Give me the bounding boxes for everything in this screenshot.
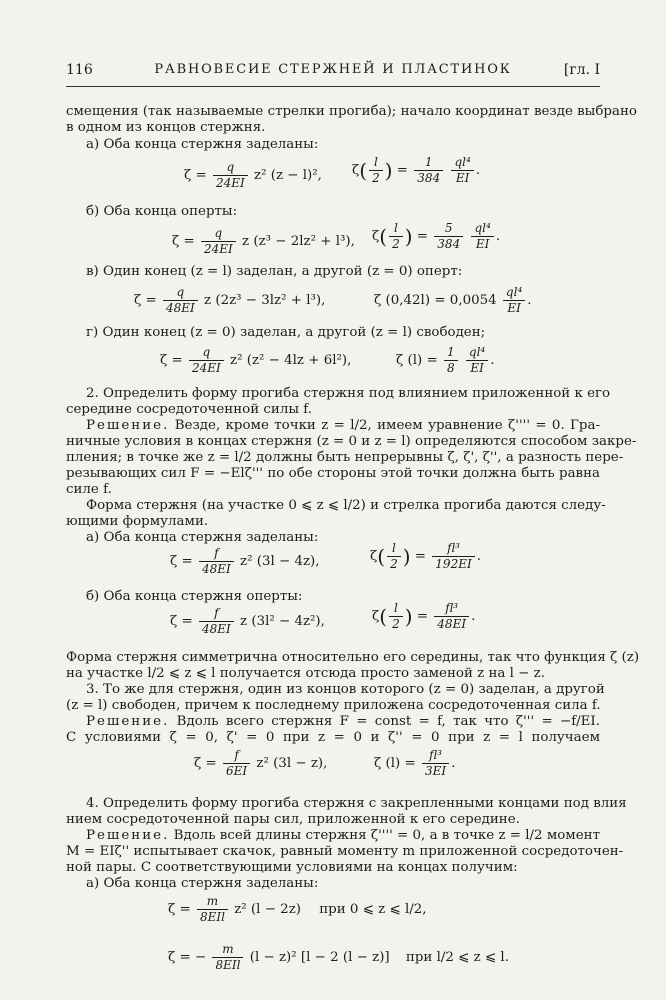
problem-4: 4. Определить форму прогиба стержня с закрепленными концами под влия (86, 796, 627, 811)
case-b-heading: б) Оба конца оперты: (86, 204, 238, 219)
running-title: РАВНОВЕСИЕ СТЕРЖНЕЙ И ПЛАСТИНОК (154, 62, 512, 77)
case-g-heading: г) Один конец (z = 0) заделан, а другой (z = l) свободен; (86, 325, 486, 340)
header-rule (66, 86, 600, 87)
formula: ζ = $\frac{f}{6EI}$ z² (3l − z), (194, 748, 328, 778)
text-line: на участке l/2 ⩽ z ⩽ l получается отсюда просто заменой z на l − z. (66, 666, 545, 681)
text-line: M = EIζ'' испытывает скачок, равный моменту m приложенной сосредоточен- (66, 844, 624, 859)
text-line: Форма стержня (на участке 0 ⩽ z ⩽ l/2) и стрелка прогиба даются следу- (86, 498, 606, 513)
case-a-heading: а) Оба конца стержня заделаны: (86, 876, 319, 891)
case-a-heading: а) Оба конца стержня заделаны: (86, 530, 319, 545)
text-line: (z = l) свободен, причем к последнему приложена сосредоточенная сила f. (66, 698, 601, 713)
formula: ζ( $\frac{l}{2}$ ) = $\frac{\text{fl³}}{48EI}$ . (372, 601, 476, 631)
text-line: Решение. Вдоль всей длины стержня ζ'''' = 0, а в точке z = l/2 момент (86, 828, 600, 843)
case-b-heading: б) Оба конца стержня оперты: (86, 589, 303, 604)
formula: ζ = $\frac{m}{\text{8EIl}}$ z² (l − 2z) при 0 ⩽ z ⩽ l/2, (168, 894, 427, 924)
text-line: нием сосредоточенной пары сил, приложенной к его середине. (66, 812, 520, 827)
case-a-heading: а) Оба конца стержня заделаны: (86, 137, 319, 152)
text-line: Решение. Везде, кроме точки z = l/2, имеем уравнение ζ'''' = 0. Гра- (86, 418, 600, 433)
text-line: середине сосредоточенной силы f. (66, 402, 312, 417)
text-line: смещения (так называемые стрелки прогиба); начало координат везде выбрано (66, 104, 637, 119)
formula: ζ = $\frac{q}{24EI}$ z (z³ − 2lz² + l³), (172, 226, 355, 256)
text-line: Решение. Вдоль всего стержня F = const = f, так что ζ''' = −f/EI. (86, 714, 600, 729)
formula: ζ = $\frac{f}{48EI}$ z (3l² − 4z²), (170, 606, 325, 636)
problem-3: 3. То же для стержня, один из концов которого (z = 0) заделан, а другой (86, 682, 605, 697)
formula: ζ( $\frac{l}{2}$ ) = $\frac{1}{384}$ $\frac{\text{ql⁴}}{EI}$ . (352, 155, 481, 185)
formula: ζ = $\frac{q}{48EI}$ z (2z³ − 3lz² + l³), (134, 285, 326, 315)
formula: ζ = − $\frac{m}{\text{8EIl}}$ (l − z)² [l − 2 (l − z)] при l/2 ⩽ z ⩽ l. (168, 942, 509, 972)
formula: ζ = $\frac{q}{24EI}$ z² (z − l)², (184, 160, 322, 190)
case-v-heading: в) Один конец (z = l) заделан, а другой (z = 0) оперт: (86, 264, 463, 279)
page-number: 116 (66, 62, 93, 78)
text-line: ничные условия в концах стержня (z = 0 и z = l) определяются способом закре- (66, 434, 637, 449)
text-line: в одном из концов стержня. (66, 120, 266, 135)
text-line: Форма стержня симметрична относительно его середины, так что функция ζ (z) (66, 650, 640, 665)
formula: ζ (l) = $\frac{1}{8}$ $\frac{\text{ql⁴}}{EI}$ . (396, 345, 495, 375)
running-header (66, 62, 600, 86)
text-line: С условиями ζ = 0, ζ' = 0 при z = 0 и ζ'' = 0 при z = l получаем (66, 730, 600, 745)
text-line: ной пары. С соответствующими условиями на концах получим: (66, 860, 518, 875)
problem-2: 2. Определить форму прогиба стержня под влиянием приложенной к его (86, 386, 611, 401)
chapter-marker: [гл. I (563, 62, 600, 78)
formula: ζ( $\frac{l}{2}$ ) = $\frac{\text{fl³}}{192EI}$ . (370, 541, 481, 571)
formula: ζ (0,42l) = 0,0054 $\frac{\text{ql⁴}}{EI}$ . (374, 285, 532, 315)
formula: ζ (l) = $\frac{\text{fl³}}{3EI}$ . (374, 748, 456, 778)
text-line: ющими формулами. (66, 514, 209, 529)
formula: ζ = $\frac{f}{48EI}$ z² (3l − 4z), (170, 546, 320, 576)
formula: ζ( $\frac{l}{2}$ ) = $\frac{5}{384}$ $\frac{\text{ql⁴}}{EI}$ . (372, 221, 501, 251)
text-line: силе f. (66, 482, 112, 497)
formula: ζ = $\frac{q}{24EI}$ z² (z² − 4lz + 6l²), (160, 345, 352, 375)
text-line: пления; в точке же z = l/2 должны быть непрерывны ζ, ζ', ζ'', а разность пере- (66, 450, 624, 465)
text-line: резывающих сил F = −Elζ''' по обе стороны этой точки должна быть равна (66, 466, 600, 481)
